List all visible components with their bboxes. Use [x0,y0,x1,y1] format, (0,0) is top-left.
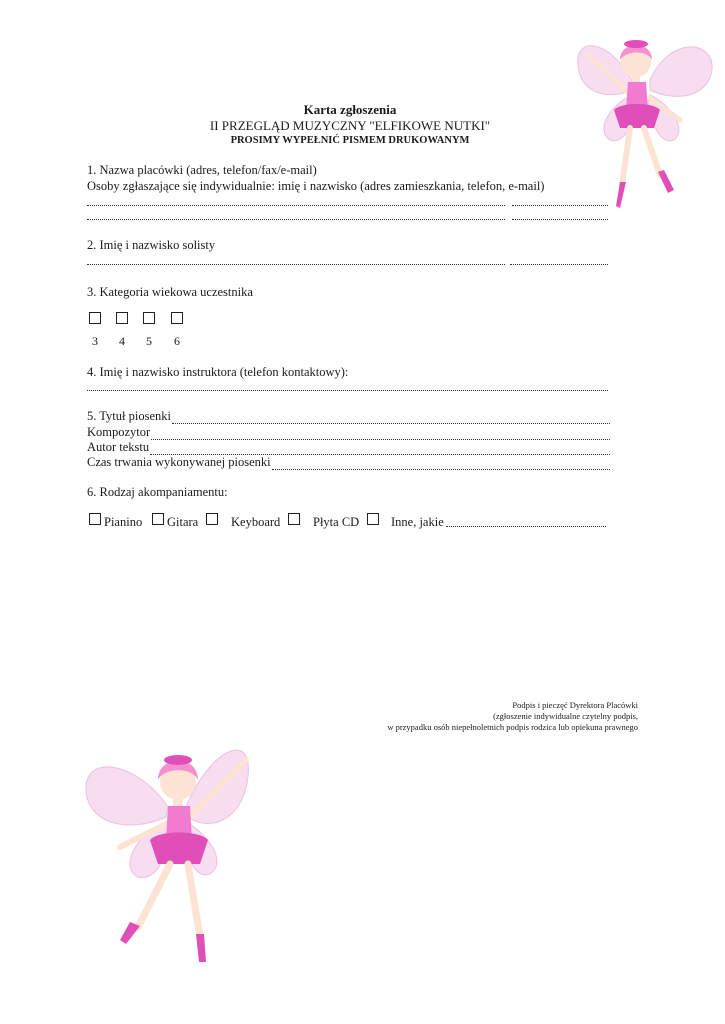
category-checkbox-6[interactable] [171,312,183,324]
accompaniment-label-plyta-cd: Płyta CD [313,515,360,529]
section1-fill-line-1a[interactable] [87,205,505,206]
composer-fill[interactable] [151,425,610,440]
accompaniment-label-pianino: Pianino [104,515,143,529]
form-subtitle: II PRZEGLĄD MUZYCZNY "ELFIKOWE NUTKI" [209,118,491,133]
category-checkbox-4[interactable] [116,312,128,324]
signature-line-3: w przypadku osób niepełnoletnich podpis rodzica lub opiekuna prawnego [387,722,638,732]
section1-label: 1. Nazwa placówki (adres, telefon/fax/e-mail) [87,163,317,177]
section1-sublabel: Osoby zgłaszające się indywidualnie: imię i nazwisko (adres zamieszkania, telefon, e-mail) [87,179,545,193]
song-title-row [87,409,610,424]
category-checkbox-3[interactable] [89,312,101,324]
section1-fill-line-1b[interactable] [512,205,608,206]
lyricist-fill[interactable] [150,440,610,455]
form-title: Karta zgłoszenia [303,102,397,117]
section4-label: 4. Imię i nazwisko instruktora (telefon kontaktowy): [87,365,349,379]
signature-block [387,700,638,733]
lyricist-label: Autor tekstu [87,440,150,454]
accompaniment-checkbox-keyboard[interactable] [206,513,218,525]
accompaniment-label-inne: Inne, jakie [391,515,444,529]
section1-fill-line-2a[interactable] [87,219,505,220]
section2-fill-line-a[interactable] [87,264,505,265]
section2-label: 2. Imię i nazwisko solisty [87,238,216,252]
category-label-6: 6 [174,334,180,348]
lyricist-row [87,440,610,455]
accompaniment-checkbox-pianino[interactable] [89,513,101,525]
signature-line-1: Podpis i pieczęć Dyrektora Placówki [512,700,638,710]
section1-fill-line-2b[interactable] [512,219,608,220]
section4-fill-line[interactable] [87,390,608,391]
form-instruction: PROSIMY WYPEŁNIĆ PISMEM DRUKOWANYM [230,135,470,146]
section3-label: 3. Kategoria wiekowa uczestnika [87,285,253,299]
composer-row [87,425,610,440]
category-checkbox-5[interactable] [143,312,155,324]
duration-row [87,455,610,470]
accompaniment-checkbox-gitara[interactable] [152,513,164,525]
accompaniment-other-fill[interactable] [446,526,606,527]
fairy-illustration-bottom [78,722,258,967]
accompaniment-checkbox-inne[interactable] [367,513,379,525]
category-label-5: 5 [146,334,152,348]
accompaniment-label-gitara: Gitara [167,515,199,529]
category-label-4: 4 [119,334,125,348]
song-title-fill[interactable] [172,409,610,424]
duration-fill[interactable] [272,455,610,470]
category-label-3: 3 [92,334,98,348]
song-title-label: 5. Tytuł piosenki [87,409,171,423]
accompaniment-checkbox-plyta-cd[interactable] [288,513,300,525]
accompaniment-label-keyboard: Keyboard [231,515,281,529]
section6-label: 6. Rodzaj akompaniamentu: [87,485,228,499]
composer-label: Kompozytor [87,425,151,439]
signature-line-2: (zgłoszenie indywidualne czytelny podpis, [493,711,638,721]
duration-label: Czas trwania wykonywanej piosenki [87,455,271,469]
section2-fill-line-b[interactable] [510,264,608,265]
